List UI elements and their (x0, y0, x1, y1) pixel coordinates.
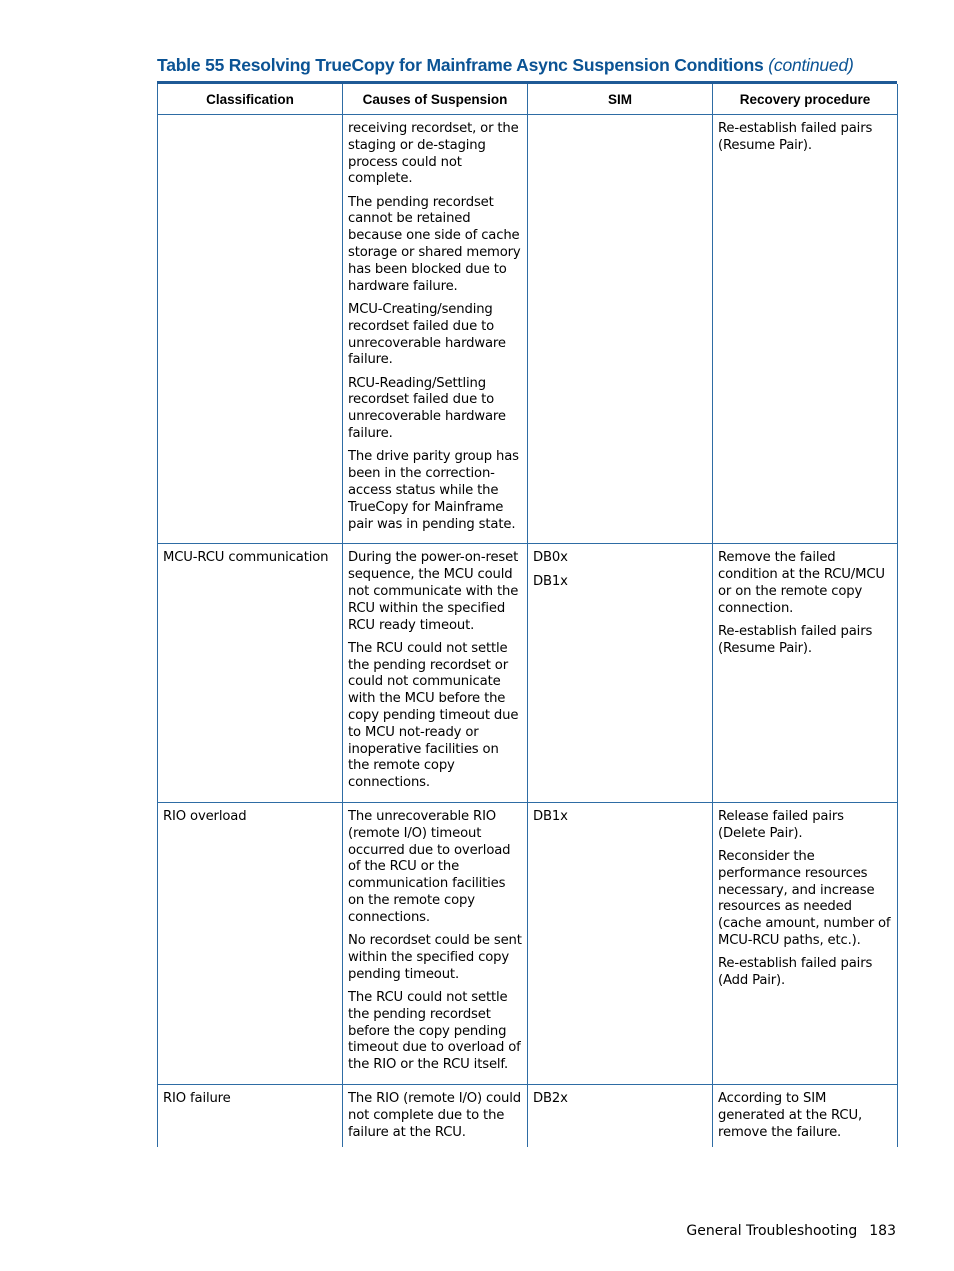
sim-code: DB1x (533, 573, 568, 589)
cell-classification (158, 544, 343, 803)
recovery-text: Re-establish failed pairs (Resume Pair). (718, 121, 873, 153)
classification-text: RIO overload (163, 808, 247, 824)
cell-sim (528, 802, 713, 1084)
cell-classification (158, 115, 343, 544)
sim-code: DB2x (533, 1090, 568, 1106)
cause-text: The drive parity group has been in the correction-access status while the TrueCopy for Mainframe pair was in pending state. (348, 449, 519, 532)
table-title-main: Table 55 Resolving TrueCopy for Mainframe Async Suspension Conditions (157, 55, 764, 75)
recovery-text: Re-establish failed pairs (Resume Pair). (718, 624, 873, 656)
recovery-text: Remove the failed condition at the RCU/MCU or on the remote copy connection. (718, 550, 885, 616)
classification-text: MCU-RCU communication (163, 550, 329, 566)
table-row (158, 802, 898, 1084)
classification-text: RIO failure (163, 1090, 231, 1106)
table-title-continued: (continued) (768, 55, 854, 75)
cause-text: receiving recordset, or the staging or de-staging process could not complete. (348, 121, 519, 187)
cell-recovery (713, 1084, 898, 1147)
suspension-conditions-table (157, 84, 898, 1147)
recovery-text: According to SIM generated at the RCU, remove the failure. (718, 1090, 862, 1140)
table-row (158, 115, 898, 544)
cell-causes (343, 802, 528, 1084)
cell-sim (528, 115, 713, 544)
table-header-row (158, 84, 898, 115)
header-recovery: Recovery procedure (713, 84, 898, 115)
recovery-text: Re-establish failed pairs (Add Pair). (718, 956, 873, 989)
cell-recovery (713, 115, 898, 544)
table-row (158, 544, 898, 803)
table-row (158, 1084, 898, 1147)
cell-sim (528, 1084, 713, 1147)
footer-section-name: General Troubleshooting (686, 1223, 858, 1239)
cause-text: No recordset could be sent within the specified copy pending timeout. (348, 933, 522, 982)
cause-text: During the power-on-reset sequence, the MCU could not communicate with the RCU within the specified RCU ready timeout. (348, 550, 519, 633)
header-causes: Causes of Suspension (343, 84, 528, 115)
cell-recovery (713, 544, 898, 803)
header-classification: Classification (158, 84, 343, 115)
cell-causes (343, 544, 528, 803)
header-sim: SIM (528, 84, 713, 115)
cause-text: MCU-Creating/sending recordset failed due to unrecoverable hardware failure. (348, 301, 506, 368)
table-title (157, 55, 897, 76)
recovery-text: Release failed pairs (Delete Pair). (718, 808, 844, 841)
recovery-text: Reconsider the performance resources necessary, and increase resources as needed (cache amount, number of MCU-RCU paths, etc.). (718, 849, 891, 949)
sim-code: DB1x (533, 808, 568, 824)
cause-text: The RCU could not settle the pending recordset before the copy pending timeout due to overload of the RIO or the RCU itself. (348, 989, 521, 1073)
cause-text: The RCU could not settle the pending recordset or could not communicate with the MCU before the copy pending timeout due to MCU not-ready or inoperative facilities on the remote copy connections. (348, 640, 519, 791)
cell-causes (343, 115, 528, 544)
cell-classification (158, 802, 343, 1084)
cause-text: The unrecoverable RIO (remote I/O) timeout occurred due to overload of the RCU or the communication facilities on the remote copy connections. (348, 808, 511, 925)
page-footer (686, 1223, 896, 1239)
cause-text: RCU-Reading/Settling recordset failed due to unrecoverable hardware failure. (348, 375, 506, 442)
cell-classification (158, 1084, 343, 1147)
cell-causes (343, 1084, 528, 1147)
cause-text: The RIO (remote I/O) could not complete due to the failure at the RCU. (348, 1090, 521, 1140)
sim-code: DB0x (533, 550, 568, 566)
page-number: 183 (869, 1223, 896, 1239)
cell-sim (528, 544, 713, 803)
cell-recovery (713, 802, 898, 1084)
cause-text: The pending recordset cannot be retained because one side of cache storage or shared memory has been blocked due to hardware failure. (348, 194, 521, 294)
